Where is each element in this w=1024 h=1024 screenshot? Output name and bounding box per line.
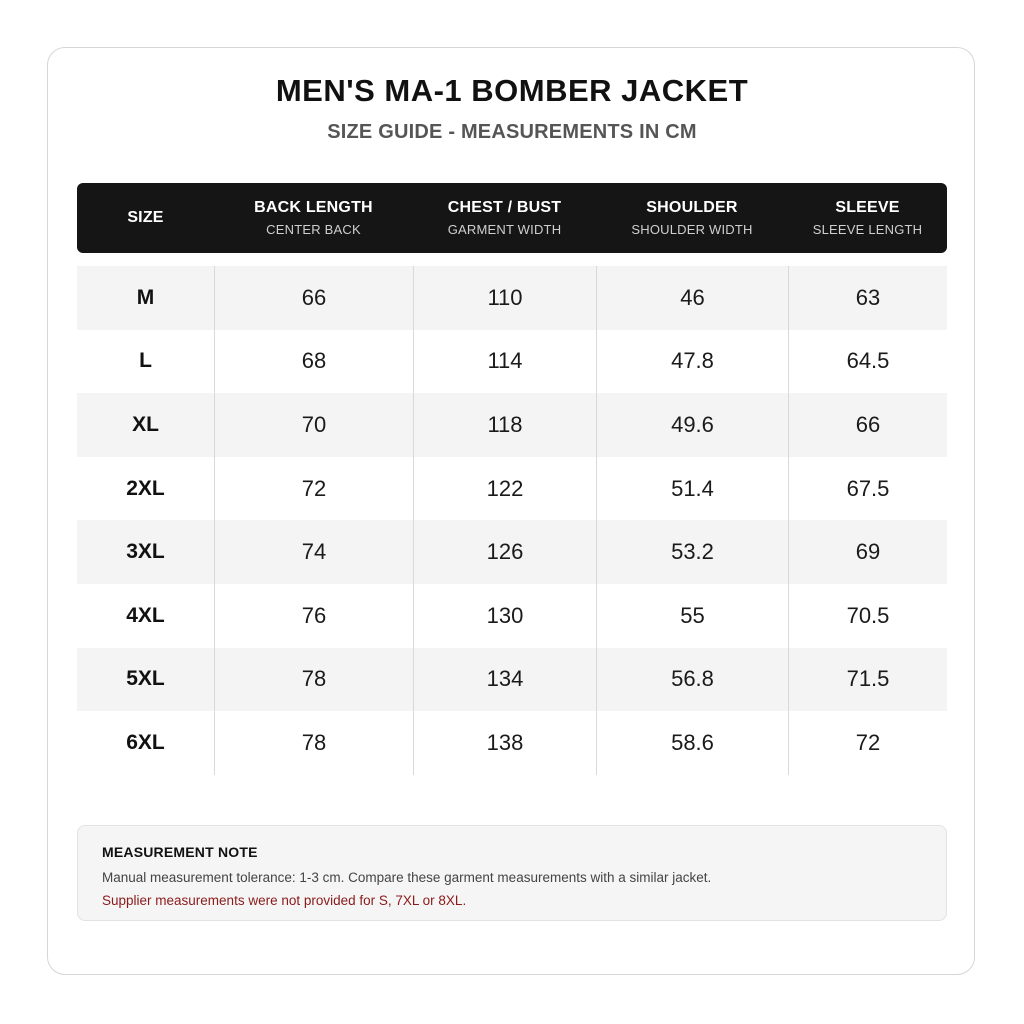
cell-sleeve: 70.5 (788, 584, 947, 648)
cell-sleeve: 72 (788, 711, 947, 775)
size-table (77, 183, 947, 775)
note-warning-text: Supplier measurements were not provided for S, 7XL or 8XL. (102, 893, 467, 908)
page-subtitle: SIZE GUIDE - MEASUREMENTS IN CM (327, 121, 697, 143)
cell-back-length: 76 (214, 584, 413, 648)
table-row (77, 711, 947, 775)
cell-size: 4XL (126, 603, 165, 627)
table-row (77, 266, 947, 330)
cell-back-length: 78 (214, 711, 413, 775)
cell-shoulder: 53.2 (596, 520, 788, 584)
table-row (77, 584, 947, 648)
header-sleeve-label: SLEEVE (835, 199, 900, 216)
cell-shoulder: 46 (596, 266, 788, 330)
cell-back-length: 66 (214, 266, 413, 330)
cell-chest: 130 (413, 584, 596, 648)
cell-size: 3XL (126, 540, 165, 564)
header-back-length (214, 199, 413, 237)
header-sleeve (788, 199, 947, 237)
cell-back-length: 72 (214, 457, 413, 521)
cell-size: M (136, 285, 155, 309)
header-chest (413, 199, 596, 237)
cell-chest: 138 (413, 711, 596, 775)
cell-size: 2XL (126, 476, 165, 500)
cell-back-length: 78 (214, 648, 413, 712)
cell-chest: 134 (413, 648, 596, 712)
cell-sleeve: 69 (788, 520, 947, 584)
cell-shoulder: 49.6 (596, 393, 788, 457)
cell-chest: 110 (413, 266, 596, 330)
table-row (77, 457, 947, 521)
note-tolerance-text: Manual measurement tolerance: 1-3 cm. Compare these garment measurements with a similar jacket. (102, 870, 712, 885)
cell-size: XL (132, 412, 159, 436)
cell-size: L (139, 349, 152, 373)
cell-shoulder: 47.8 (596, 330, 788, 394)
header-shoulder-label: SHOULDER (646, 199, 738, 216)
cell-shoulder: 56.8 (596, 648, 788, 712)
cell-size: 5XL (126, 667, 165, 691)
cell-sleeve: 64.5 (788, 330, 947, 394)
cell-back-length: 70 (214, 393, 413, 457)
header-shoulder-sub: SHOULDER WIDTH (631, 222, 753, 237)
cell-chest: 118 (413, 393, 596, 457)
cell-sleeve: 71.5 (788, 648, 947, 712)
cell-shoulder: 51.4 (596, 457, 788, 521)
table-row (77, 648, 947, 712)
table-row (77, 520, 947, 584)
header-chest-sub: GARMENT WIDTH (447, 222, 562, 237)
table-body (77, 266, 947, 775)
cell-shoulder: 58.6 (596, 711, 788, 775)
table-row (77, 393, 947, 457)
cell-chest: 126 (413, 520, 596, 584)
cell-back-length: 68 (214, 330, 413, 394)
cell-sleeve: 66 (788, 393, 947, 457)
header-size (77, 209, 214, 227)
header-shoulder (596, 199, 788, 237)
header-sleeve-sub: SLEEVE LENGTH (812, 222, 923, 237)
header-back-length-label: BACK LENGTH (254, 199, 373, 216)
cell-shoulder: 55 (596, 584, 788, 648)
cell-sleeve: 67.5 (788, 457, 947, 521)
page-title: MEN'S MA-1 BOMBER JACKET (275, 73, 749, 108)
header-back-length-sub: CENTER BACK (266, 222, 361, 237)
measurement-note (77, 825, 947, 921)
cell-chest: 122 (413, 457, 596, 521)
header-chest-label: CHEST / BUST (447, 199, 562, 216)
header-size-label: SIZE (127, 209, 164, 226)
cell-size: 6XL (126, 730, 165, 754)
cell-sleeve: 63 (788, 266, 947, 330)
cell-chest: 114 (413, 330, 596, 394)
cell-back-length: 74 (214, 520, 413, 584)
table-header (77, 183, 947, 253)
note-title: MEASUREMENT NOTE (102, 844, 258, 860)
table-row (77, 330, 947, 394)
